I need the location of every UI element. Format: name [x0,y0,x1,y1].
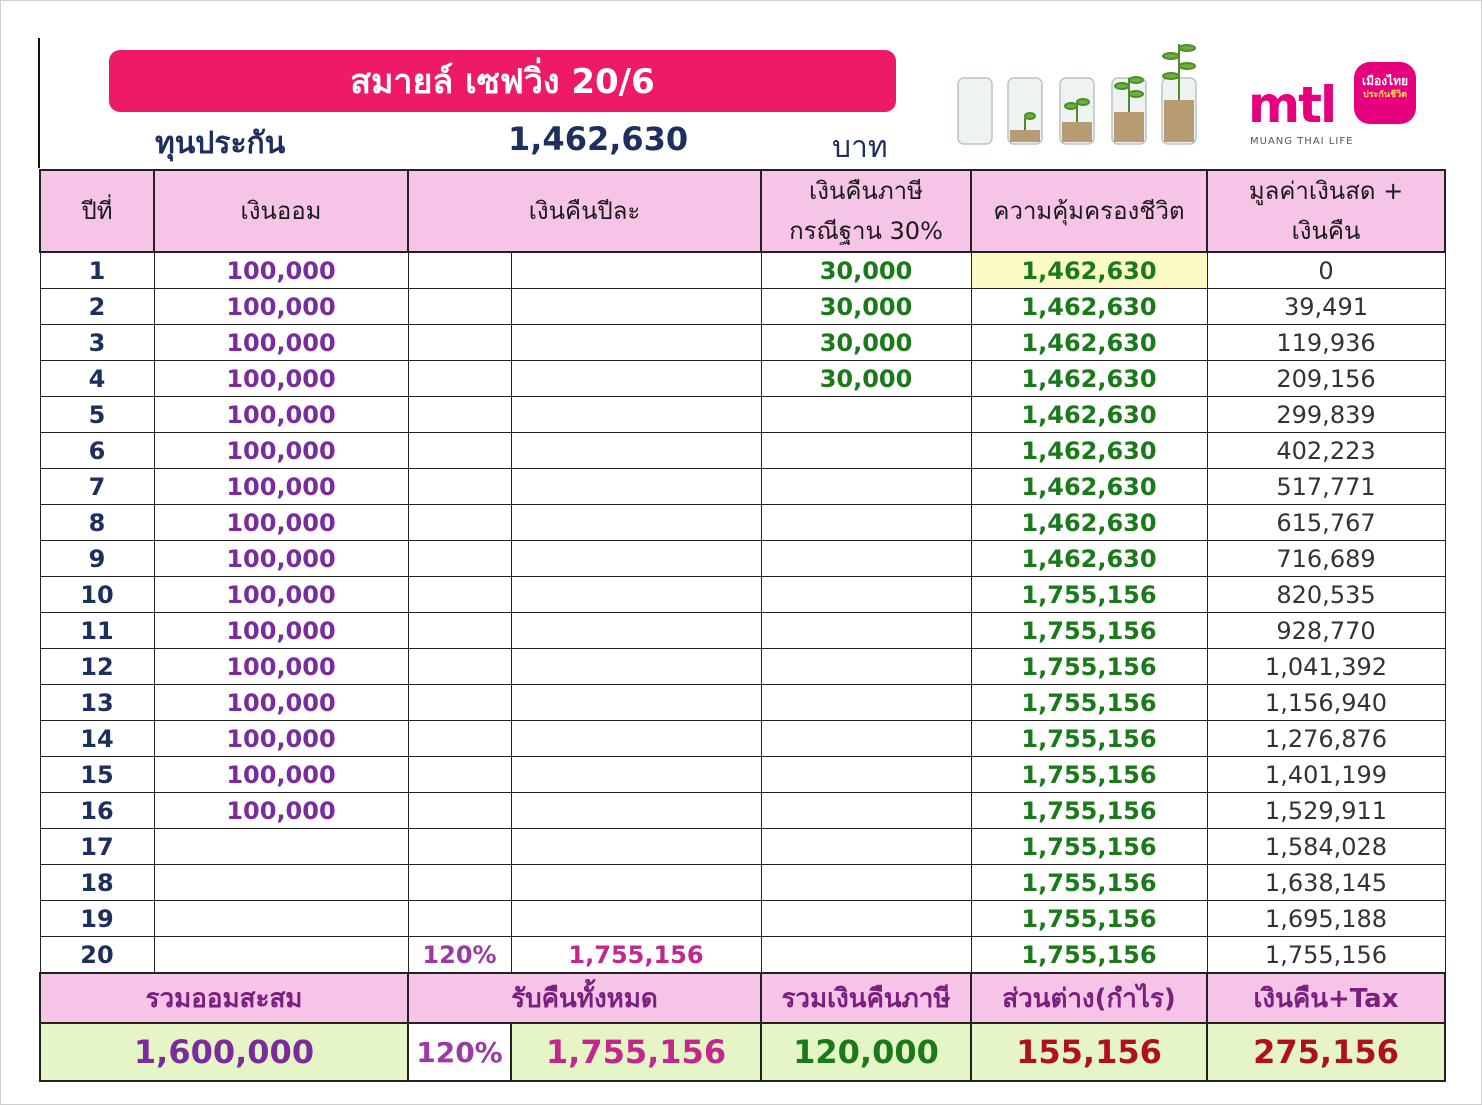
cash-value-cell: 928,770 [1207,613,1445,649]
coverage-cell: 1,755,156 [971,613,1207,649]
tax-refund-cell [761,397,971,433]
tax-refund-cell: 30,000 [761,289,971,325]
coverage-cell: 1,755,156 [971,865,1207,901]
tax-refund-cell [761,685,971,721]
header-tax-refund-line2: กรณีฐาน 30% [789,217,943,245]
header-cash-value-line1: มูลค่าเงินสด + [1248,177,1404,205]
coin-jars-image [950,38,1200,150]
tax-refund-cell: 30,000 [761,361,971,397]
table-row [40,325,1445,361]
coverage-cell: 1,755,156 [971,649,1207,685]
tax-refund-cell [761,649,971,685]
tax-refund-cell [761,757,971,793]
return-percent-cell [408,252,511,289]
saving-cell: 100,000 [154,541,408,577]
footer-total-saving: รวมออมสะสม [40,973,408,1023]
return-percent-cell [408,469,511,505]
return-percent-cell [408,721,511,757]
annual-return-cell [511,613,761,649]
annual-return-cell [511,721,761,757]
cash-value-cell: 1,276,876 [1207,721,1445,757]
footer-total-tax: รวมเงินคืนภาษี [761,973,971,1023]
saving-cell: 100,000 [154,252,408,289]
year-cell: 16 [40,793,154,829]
year-cell: 9 [40,541,154,577]
annual-return-cell [511,252,761,289]
return-percent-cell [408,649,511,685]
year-cell: 10 [40,577,154,613]
year-cell: 3 [40,325,154,361]
year-cell: 5 [40,397,154,433]
sum-insured-unit: บาท [832,130,888,165]
cash-value-cell: 119,936 [1207,325,1445,361]
table-row [40,649,1445,685]
cash-value-cell: 1,401,199 [1207,757,1445,793]
annual-return-cell [511,865,761,901]
tax-refund-cell [761,829,971,865]
return-percent-cell [408,541,511,577]
table-row [40,685,1445,721]
table-row [40,865,1445,901]
logo-subtitle: MUANG THAI LIFE [1250,136,1354,147]
year-cell: 14 [40,721,154,757]
logo-badge-line2: ประกันชีวิต [1363,90,1407,100]
saving-cell: 100,000 [154,433,408,469]
return-percent-cell [408,685,511,721]
coverage-cell: 1,462,630 [971,469,1207,505]
annual-return-cell [511,325,761,361]
logo-badge-line1: เมืองไทย [1361,74,1409,88]
cash-value-cell: 1,584,028 [1207,829,1445,865]
table-row [40,433,1445,469]
return-percent-cell [408,289,511,325]
left-rule [38,38,40,168]
benefit-table [39,169,1446,1082]
coverage-cell: 1,755,156 [971,577,1207,613]
year-cell: 2 [40,289,154,325]
return-percent-cell [408,793,511,829]
table-row [40,541,1445,577]
year-cell: 8 [40,505,154,541]
header-tax-refund-line1: เงินคืนภาษี [809,177,923,205]
annual-return-cell [511,289,761,325]
annual-return-cell [511,469,761,505]
coverage-cell: 1,462,630 [971,325,1207,361]
year-cell: 19 [40,901,154,937]
year-cell: 13 [40,685,154,721]
header-coverage: ความคุ้มครองชีวิต [971,170,1207,252]
return-percent-cell [408,505,511,541]
cash-value-cell: 615,767 [1207,505,1445,541]
coverage-cell: 1,755,156 [971,901,1207,937]
coverage-cell: 1,462,630 [971,289,1207,325]
return-percent-cell [408,901,511,937]
saving-cell: 100,000 [154,793,408,829]
annual-return-cell [511,505,761,541]
header-cash-value [1207,170,1445,252]
return-percent-cell [408,577,511,613]
table-row [40,829,1445,865]
mtl-logo [1244,62,1434,154]
footer-return-plus-tax: เงินคืน+Tax [1207,973,1445,1023]
year-cell: 15 [40,757,154,793]
saving-cell: 100,000 [154,325,408,361]
annual-return-cell [511,793,761,829]
return-percent-cell [408,325,511,361]
table-row [40,937,1445,974]
plan-title: สมายล์ เซฟวิ่ง 20/6 [350,62,655,102]
annual-return-cell [511,829,761,865]
return-plus-tax-value: 275,156 [1207,1023,1445,1081]
saving-cell: 100,000 [154,397,408,433]
difference-value: 155,156 [971,1023,1207,1081]
cash-value-cell: 716,689 [1207,541,1445,577]
tax-refund-cell [761,901,971,937]
total-return-percent: 120% [408,1023,511,1081]
coverage-cell: 1,755,156 [971,937,1207,974]
header-tax-refund [761,170,971,252]
annual-return-cell [511,685,761,721]
saving-cell [154,865,408,901]
cash-value-cell: 39,491 [1207,289,1445,325]
return-percent-cell [408,829,511,865]
cash-value-cell: 1,041,392 [1207,649,1445,685]
sum-insured-value: 1,462,630 [508,120,689,158]
tax-refund-cell [761,613,971,649]
saving-cell: 100,000 [154,613,408,649]
cash-value-cell: 1,695,188 [1207,901,1445,937]
saving-cell: 100,000 [154,469,408,505]
total-return-value: 1,755,156 [511,1023,761,1081]
coverage-cell: 1,462,630 [971,505,1207,541]
sum-insured-label: ทุนประกัน [155,126,286,161]
coverage-cell: 1,462,630 [971,397,1207,433]
footer-label-row [40,973,1445,1023]
table-row [40,252,1445,289]
table-row [40,469,1445,505]
header-cash-value-line2: เงินคืน [1291,217,1361,245]
annual-return-cell: 1,755,156 [511,937,761,974]
return-percent-cell: 120% [408,937,511,974]
saving-cell: 100,000 [154,757,408,793]
cash-value-cell: 1,529,911 [1207,793,1445,829]
coverage-cell: 1,462,630 [971,433,1207,469]
return-percent-cell [408,613,511,649]
annual-return-cell [511,649,761,685]
year-cell: 11 [40,613,154,649]
saving-cell [154,901,408,937]
tax-refund-cell [761,505,971,541]
footer-difference: ส่วนต่าง(กำไร) [971,973,1207,1023]
return-percent-cell [408,361,511,397]
cash-value-cell: 402,223 [1207,433,1445,469]
saving-cell: 100,000 [154,721,408,757]
annual-return-cell [511,541,761,577]
saving-cell: 100,000 [154,505,408,541]
year-cell: 18 [40,865,154,901]
tax-refund-cell [761,937,971,974]
return-percent-cell [408,757,511,793]
table-row [40,721,1445,757]
table-row [40,289,1445,325]
table-row [40,361,1445,397]
cash-value-cell: 820,535 [1207,577,1445,613]
header-year: ปีที่ [40,170,154,252]
saving-cell: 100,000 [154,649,408,685]
coverage-cell: 1,755,156 [971,721,1207,757]
cash-value-cell: 517,771 [1207,469,1445,505]
table-row [40,505,1445,541]
total-tax-value: 120,000 [761,1023,971,1081]
totals-row [40,1023,1445,1081]
year-cell: 17 [40,829,154,865]
saving-cell [154,937,408,974]
saving-cell: 100,000 [154,289,408,325]
cash-value-cell: 209,156 [1207,361,1445,397]
return-percent-cell [408,397,511,433]
total-saving-value: 1,600,000 [40,1023,408,1081]
coverage-cell: 1,462,630 [971,541,1207,577]
cash-value-cell: 1,638,145 [1207,865,1445,901]
annual-return-cell [511,757,761,793]
table-header-row [40,170,1445,252]
table-row [40,793,1445,829]
tax-refund-cell [761,865,971,901]
tax-refund-cell [761,577,971,613]
coverage-cell: 1,755,156 [971,829,1207,865]
annual-return-cell [511,577,761,613]
tax-refund-cell: 30,000 [761,325,971,361]
logo-wordmark: mtl [1248,76,1336,134]
coverage-cell: 1,462,630 [971,252,1207,289]
cash-value-cell: 1,755,156 [1207,937,1445,974]
tax-refund-cell [761,721,971,757]
return-percent-cell [408,865,511,901]
annual-return-cell [511,901,761,937]
year-cell: 20 [40,937,154,974]
tax-refund-cell [761,541,971,577]
cash-value-cell: 1,156,940 [1207,685,1445,721]
table-row [40,397,1445,433]
year-cell: 7 [40,469,154,505]
coverage-cell: 1,755,156 [971,685,1207,721]
saving-cell: 100,000 [154,685,408,721]
year-cell: 6 [40,433,154,469]
table-row [40,901,1445,937]
tax-refund-cell: 30,000 [761,252,971,289]
year-cell: 1 [40,252,154,289]
tax-refund-cell [761,469,971,505]
cash-value-cell: 0 [1207,252,1445,289]
footer-total-return: รับคืนทั้งหมด [408,973,761,1023]
tax-refund-cell [761,793,971,829]
plan-title-banner [109,50,896,112]
cash-value-cell: 299,839 [1207,397,1445,433]
logo-badge [1354,62,1416,124]
table-row [40,577,1445,613]
coverage-cell: 1,755,156 [971,757,1207,793]
year-cell: 12 [40,649,154,685]
saving-cell [154,829,408,865]
header-annual-return: เงินคืนปีละ [408,170,761,252]
saving-cell: 100,000 [154,577,408,613]
saving-cell: 100,000 [154,361,408,397]
table-row [40,613,1445,649]
return-percent-cell [408,433,511,469]
year-cell: 4 [40,361,154,397]
coverage-cell: 1,755,156 [971,793,1207,829]
header-saving: เงินออม [154,170,408,252]
annual-return-cell [511,397,761,433]
annual-return-cell [511,433,761,469]
tax-refund-cell [761,433,971,469]
table-row [40,757,1445,793]
coverage-cell: 1,462,630 [971,361,1207,397]
annual-return-cell [511,361,761,397]
